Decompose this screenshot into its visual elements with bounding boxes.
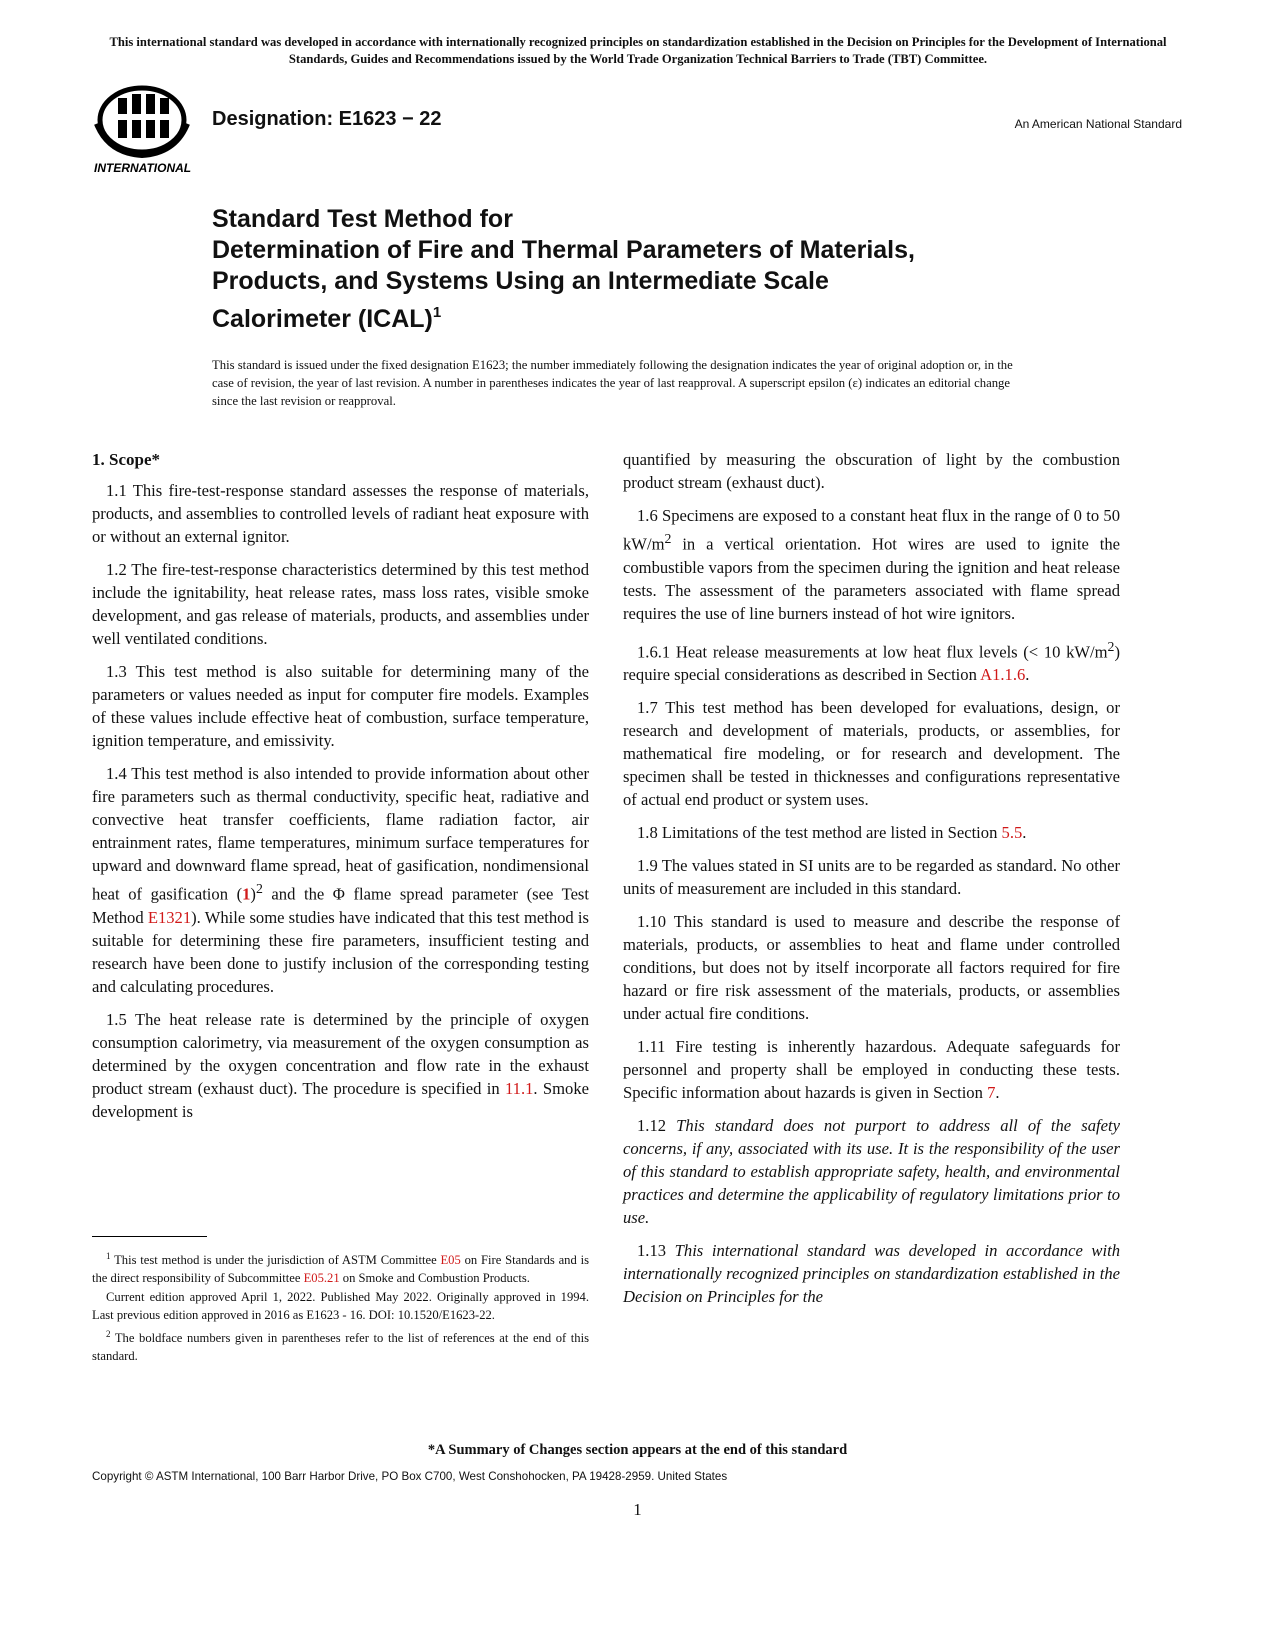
paragraph-1-7: 1.7 This test method has been developed for evaluations, design, or research and development of materials, products, or assemblies, for mathematical fire modeling, or for research and development. The specimen shall be tested in thicknesses and configurations representative of actual end product or system uses. [623, 698, 1120, 810]
section-heading-scope: 1. Scope* [92, 450, 160, 469]
a1-1-6-link[interactable]: A1.1.6 [980, 665, 1026, 685]
paragraph-1-6-1: 1.6.1 Heat release measurements at low heat flux levels (< 10 $kW/m^2$) require special considerations as described in Section A1.1.6. [623, 638, 1120, 685]
astm-logo [88, 84, 196, 176]
title-footnote-marker: 1 [432, 304, 442, 321]
section-11-1-link[interactable]: 11.1 [504, 1078, 534, 1098]
paragraph-1-4: 1.4 This test method is also intended to provide information about other fire parameters such as thermal conductivity, specific heat, radiative and convective heat transfer coefficients, flame radiation factor, air entrainment rates, flame temperatures, minimum surface temperatures for upward and downward flame spread, heat of gasification, nondimensional heat of gasification $(1)^2$ and the Φ flame spread parameter (see Test Method E1321). While some studies have indicated that this test method is suitable for determining these fire parameters, insufficient testing and research have been done to justify inclusion of the corresponding testing and calculating procedures. [92, 764, 590, 996]
footnote-1-edition: Current edition approved April 1, 2022. Published May 2022. Originally approved in 1994. Last previous edition approved in 2016 as E1623 - 16. DOI: 10.1520/E1623-22. [92, 1290, 589, 1322]
issuance-note: This standard is issued under the fixed designation E1623; the number immediately following the designation indicates the year of original adoption or, in the case of revision, the year of last revision. A number in parentheses indicates the year of last reapproval. A superscript epsilon (ε) indicates an editorial change since the last revision or reapproval. [212, 358, 1013, 408]
wto-notice: This international standard was developed in accordance with internationally recognized principles on standardization established in the Decision on Principles for the Development of International Standards, Guides and Recommendations issued by the World Trade Organization Technical Barriers to Trade (TBT) Committee. [109, 35, 1167, 66]
paragraph-1-9: 1.9 The values stated in SI units are to be regarded as standard. No other units of measurement are included in this standard. [623, 856, 1120, 899]
reference-link-1[interactable]: 1 [242, 884, 251, 904]
paragraph-1-13: 1.13 This international standard was developed in accordance with internationally recognized principles on standardization established in the Decision on Principles for the [623, 1241, 1121, 1307]
title-line-1: Standard Test Method for [212, 205, 513, 233]
footnote-rule [92, 1236, 207, 1237]
page-number: 1 [633, 1500, 642, 1519]
footnotes [92, 1248, 589, 1367]
section-7-link[interactable]: 7 [987, 1083, 996, 1103]
right-column [623, 448, 1120, 1318]
footnote-1: $^1$ This test method is under the jurisdiction of ASTM Committee E05 on Fire Standards and is the direct responsibility of Subcommittee E05.21 on Smoke and Combustion Products. [92, 1251, 589, 1285]
e05-link[interactable]: E05 [440, 1253, 461, 1268]
paragraph-1-10: 1.10 This standard is used to measure and describe the response of materials, products, or assemblies to heat and flame under controlled conditions, but does not by itself incorporate all factors required for fire hazard or fire risk assessment of the materials, products, or assemblies under actual fire conditions. [623, 912, 1120, 1024]
paragraph-1-5: 1.5 The heat release rate is determined by the principle of oxygen consumption calorimetry, via measurement of the oxygen consumption as determined by the oxygen concentration and flow rate in the exhaust product stream (exhaust duct). The procedure is specified in 11.1. Smoke development is [92, 1009, 589, 1121]
copyright-line: Copyright © ASTM International, 100 Barr Harbor Drive, PO Box C700, West Conshohocken, PA 19428-2959. United States [92, 1470, 728, 1483]
paragraph-1-3: 1.3 This test method is also suitable for determining many of the parameters or values needed as input for computer fire models. Examples of these values include effective heat of combustion, surface temperature, ignition temperature, and emissivity. [92, 662, 589, 750]
paragraph-1-11: 1.11 Fire testing is inherently hazardous. Adequate safeguards for personnel and property shall be employed in conducting these tests. Specific information about hazards is given in Section 7. [623, 1037, 1120, 1103]
e05-21-link[interactable]: E05.21 [303, 1270, 340, 1285]
paragraph-1-6: 1.6 Specimens are exposed to a constant heat flux in the range of 0 to 50 $kW/m^2$ in a vertical orientation. Hot wires are used to ignite the combustible vapors from the specimen during the ignition and heat release tests. The assessment of the parameters associated with flame spread requires the use of line burners instead of hot wire ignitors. [623, 506, 1120, 623]
logo-wordmark: INTERNATIONAL [94, 161, 192, 175]
section-5-5-link[interactable]: 5.5 [1001, 823, 1023, 843]
footnote-2: $^2$ The boldface numbers given in parentheses refer to the list of references at the end of this standard. [92, 1329, 589, 1363]
american-national-standard-label: An American National Standard [1014, 117, 1182, 131]
paragraph-1-1: 1.1 This fire-test-response standard assesses the response of materials, products, and assemblies to controlled levels of radiant heat exposure with or without an external ignitor. [92, 481, 589, 546]
summary-of-changes-note: *A Summary of Changes section appears at the end of this standard [427, 1442, 848, 1458]
paragraph-1-12: 1.12 This standard does not purport to address all of the safety concerns, if any, associated with its use. It is the responsibility of the user of this standard to establish appropriate safety, health, and environmental practices and determine the applicability of regulatory limitations prior to use. [623, 1116, 1121, 1228]
paragraph-1-5-continued: quantified by measuring the obscuration of light by the combustion product stream (exhaust duct). [623, 450, 1120, 492]
paragraph-1-2: 1.2 The fire-test-response characteristics determined by this test method include the ignitability, heat release rates, mass loss rates, visible smoke development, and gas release of materials, products, and assemblies under well ventilated conditions. [92, 560, 589, 648]
left-column [92, 448, 589, 1133]
title-line-2: Determination of Fire and Thermal Parameters of Materials, [212, 236, 915, 264]
document-title [212, 204, 1112, 335]
paragraph-1-8: 1.8 Limitations of the test method are listed in Section 5.5. [637, 823, 1027, 843]
e1321-link[interactable]: E1321 [147, 907, 192, 927]
title-line-4: Calorimeter (ICAL) [212, 305, 433, 333]
title-line-3: Products, and Systems Using an Intermediate Scale [212, 267, 829, 295]
designation: Designation: E1623 − 22 [212, 108, 442, 130]
